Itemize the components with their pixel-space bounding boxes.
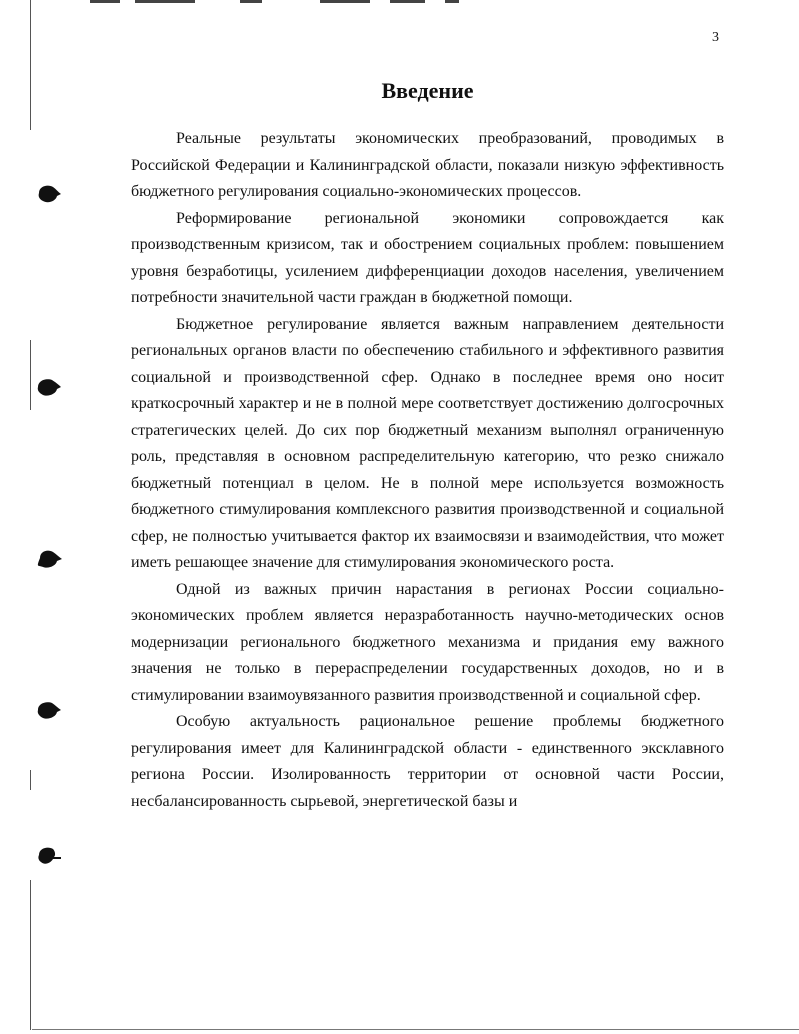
scan-edge-left <box>30 990 31 1030</box>
punch-hole-mark <box>36 183 62 205</box>
page-number: 3 <box>712 30 719 45</box>
scan-artifact-top <box>90 0 470 4</box>
scan-edge-left <box>30 770 31 790</box>
paragraph: Бюджетное регулирование является важным направлением деятельности региональных органов власти по обеспечению стабильного и эффективного развития социальной и производственной сфер. Однако в последнее время оно носит краткосрочный характер и не в полной мере соответствует достижению долгосрочных стратегических целей. До сих пор бюджетный механизм выполнял ограниченную роль, представляя в основном распределительную категорию, что резко снижало бюджетный потенциал в целом. Не в полной мере используется возможность бюджетного стимулирования комплексного развития производственной и социальной сфер, не полностью учитывается фактор их взаимосвязи и взаимодействия, что может иметь решающее значение для стимулирования экономического роста. <box>131 315 724 571</box>
scan-edge-left <box>30 0 31 130</box>
paragraph: Одной из важных причин нарастания в регионах России социально-экономических проблем является неразработанность научно-методических основ модернизации регионального бюджетного механизма и придания ему важного значения не только в перераспределении государственных доходов, но и в стимулировании взаимоувязанного развития производственной и социальной сфер. <box>131 580 724 704</box>
document-body <box>131 126 724 815</box>
punch-hole-mark <box>36 845 62 867</box>
paragraph: Реальные результаты экономических преобразований, проводимых в Российской Федерации и Калининградской области, показали низкую эффективность бюджетного регулирования социально-экономических процессов. <box>131 130 724 200</box>
scan-edge-left <box>30 880 31 990</box>
scan-edge-bottom <box>32 1029 799 1030</box>
page-title: Введение <box>381 78 474 103</box>
scan-edge-left <box>30 340 31 410</box>
paragraph: Особую актуальность рациональное решение проблемы бюджетного регулирования имеет для Калининградской области - единственного эксклавного региона России. Изолированность территории от основной части России, несбалансированность сырьевой, энергетической базы и <box>131 713 724 810</box>
punch-hole-mark <box>36 699 62 721</box>
paragraph: Реформирование региональной экономики сопровождается как производственным кризисом, так и обострением социальных проблем: повышением уровня безработицы, усилением дифференциации доходов населения, увеличением потребности значительной части граждан в бюджетной помощи. <box>131 209 724 306</box>
punch-hole-mark <box>36 376 62 398</box>
punch-hole-mark <box>36 548 62 570</box>
